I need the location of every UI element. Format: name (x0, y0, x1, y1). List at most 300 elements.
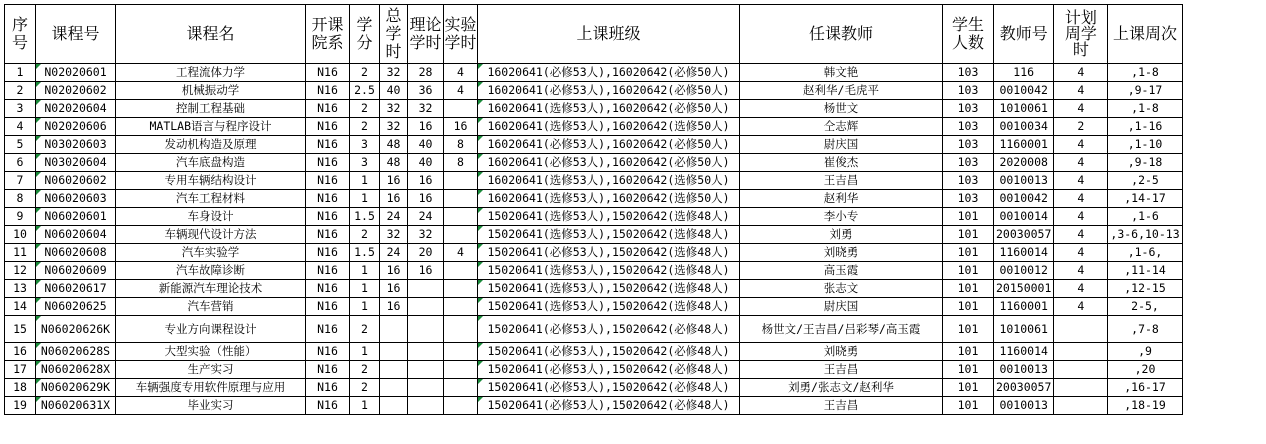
table-row (5, 118, 1183, 136)
credit-cell[interactable]: 1 (350, 397, 380, 415)
row-no-cell[interactable]: 17 (5, 361, 36, 379)
classes-cell[interactable]: 16020641(选修53人),16020642(必修50人) (478, 100, 740, 118)
teacher-cell[interactable]: 杨世文/王吉昌/吕彩琴/高玉霞 (740, 316, 943, 343)
table-row (5, 316, 1183, 343)
weekly-hours-cell[interactable]: 4 (1054, 172, 1108, 190)
classes-cell[interactable]: 15020641(必修53人),15020642(选修48人) (478, 244, 740, 262)
lab-hours-cell[interactable] (444, 280, 478, 298)
row-no-cell[interactable]: 18 (5, 379, 36, 397)
weekly-hours-cell[interactable]: 4 (1054, 82, 1108, 100)
weeks-cell[interactable]: ,1-8 (1108, 64, 1182, 82)
teacher-id-cell[interactable]: 0010042 (994, 190, 1054, 208)
teacher-id-cell[interactable]: 20030057 (994, 379, 1054, 397)
table-row (5, 226, 1183, 244)
course-name-cell[interactable]: 车辆现代设计方法 (116, 226, 306, 244)
theory-hours-cell[interactable] (408, 280, 444, 298)
students-cell[interactable]: 101 (943, 316, 994, 343)
course-code-cell[interactable]: N02020602 (36, 82, 116, 100)
theory-hours-cell[interactable] (408, 361, 444, 379)
weekly-hours-cell[interactable]: 4 (1054, 208, 1108, 226)
course-name-cell[interactable]: 专用车辆结构设计 (116, 172, 306, 190)
course-code-cell[interactable]: N06020631X (36, 397, 116, 415)
credit-cell[interactable]: 2 (350, 64, 380, 82)
lab-hours-cell[interactable]: 8 (444, 154, 478, 172)
weeks-cell[interactable]: ,11-14 (1108, 262, 1182, 280)
course-name-cell[interactable]: 车辆强度专用软件原理与应用 (116, 379, 306, 397)
classes-cell[interactable]: 15020641(必修53人),15020642(必修48人) (478, 316, 740, 343)
table-row (5, 64, 1183, 82)
classes-cell[interactable]: 15020641(必修53人),15020642(必修48人) (478, 343, 740, 361)
course-name-cell[interactable]: 汽车故障诊断 (116, 262, 306, 280)
course-code-cell[interactable]: N06020617 (36, 280, 116, 298)
weeks-cell[interactable]: ,1-16 (1108, 118, 1182, 136)
students-cell[interactable]: 101 (943, 226, 994, 244)
credit-cell[interactable]: 2 (350, 118, 380, 136)
weeks-cell[interactable]: 2-5, (1108, 298, 1182, 316)
header-weeks: 上课周次 (1108, 5, 1182, 64)
course-code-cell[interactable]: N06020601 (36, 208, 116, 226)
total-hours-cell[interactable] (380, 361, 408, 379)
weeks-cell[interactable]: ,16-17 (1108, 379, 1182, 397)
classes-cell[interactable]: 16020641(必修53人),16020642(必修50人) (478, 154, 740, 172)
teacher-cell[interactable]: 王吉昌 (740, 397, 943, 415)
classes-cell[interactable]: 15020641(必修53人),15020642(必修48人) (478, 361, 740, 379)
table-row (5, 154, 1183, 172)
row-no-cell[interactable]: 7 (5, 172, 36, 190)
teacher-cell[interactable]: 尉庆国 (740, 298, 943, 316)
weekly-hours-cell[interactable]: 4 (1054, 154, 1108, 172)
course-name-cell[interactable]: 专业方向课程设计 (116, 316, 306, 343)
weekly-hours-cell[interactable]: 4 (1054, 64, 1108, 82)
students-cell[interactable]: 101 (943, 208, 994, 226)
theory-hours-cell[interactable]: 16 (408, 118, 444, 136)
table-row (5, 208, 1183, 226)
total-hours-cell[interactable]: 48 (380, 154, 408, 172)
credit-cell[interactable]: 2 (350, 361, 380, 379)
weeks-cell[interactable]: ,1-6, (1108, 244, 1182, 262)
credit-cell[interactable]: 3 (350, 136, 380, 154)
lab-hours-cell[interactable] (444, 379, 478, 397)
lab-hours-cell[interactable] (444, 298, 478, 316)
row-no-cell[interactable]: 8 (5, 190, 36, 208)
total-hours-cell[interactable]: 16 (380, 172, 408, 190)
dept-cell[interactable]: N16 (306, 244, 350, 262)
course-code-cell[interactable]: N06020604 (36, 226, 116, 244)
course-name-cell[interactable]: 汽车底盘构造 (116, 154, 306, 172)
credit-cell[interactable]: 2 (350, 100, 380, 118)
classes-cell[interactable]: 16020641(必修53人),16020642(必修50人) (478, 82, 740, 100)
total-hours-cell[interactable]: 32 (380, 118, 408, 136)
table-row (5, 82, 1183, 100)
credit-cell[interactable]: 1 (350, 172, 380, 190)
students-cell[interactable]: 101 (943, 397, 994, 415)
teacher-id-cell[interactable]: 1160014 (994, 343, 1054, 361)
row-no-cell[interactable]: 19 (5, 397, 36, 415)
total-hours-cell[interactable]: 32 (380, 226, 408, 244)
classes-cell[interactable]: 16020641(必修53人),16020642(必修50人) (478, 136, 740, 154)
dept-cell[interactable]: N16 (306, 280, 350, 298)
weekly-hours-cell[interactable]: 4 (1054, 136, 1108, 154)
teacher-id-cell[interactable]: 1160001 (994, 298, 1054, 316)
theory-hours-cell[interactable]: 16 (408, 190, 444, 208)
course-code-cell[interactable]: N03020603 (36, 136, 116, 154)
table-row (5, 361, 1183, 379)
dept-cell[interactable]: N16 (306, 298, 350, 316)
weekly-hours-cell[interactable]: 2 (1054, 118, 1108, 136)
lab-hours-cell[interactable] (444, 397, 478, 415)
weeks-cell[interactable]: ,18-19 (1108, 397, 1182, 415)
teacher-id-cell[interactable]: 0010013 (994, 397, 1054, 415)
weeks-cell[interactable]: ,20 (1108, 361, 1182, 379)
weeks-cell[interactable]: ,9-18 (1108, 154, 1182, 172)
credit-cell[interactable]: 1 (350, 343, 380, 361)
course-name-cell[interactable]: 新能源汽车理论技术 (116, 280, 306, 298)
dept-cell[interactable]: N16 (306, 154, 350, 172)
dept-cell[interactable]: N16 (306, 136, 350, 154)
weeks-cell[interactable]: ,12-15 (1108, 280, 1182, 298)
teacher-id-cell[interactable]: 2020008 (994, 154, 1054, 172)
row-no-cell[interactable]: 4 (5, 118, 36, 136)
teacher-id-cell[interactable]: 0010042 (994, 82, 1054, 100)
students-cell[interactable]: 101 (943, 361, 994, 379)
weekly-hours-cell[interactable]: 4 (1054, 280, 1108, 298)
teacher-cell[interactable]: 王吉昌 (740, 172, 943, 190)
lab-hours-cell[interactable] (444, 190, 478, 208)
students-cell[interactable]: 103 (943, 190, 994, 208)
total-hours-cell[interactable] (380, 316, 408, 343)
teacher-id-cell[interactable]: 116 (994, 64, 1054, 82)
teacher-id-cell[interactable]: 20030057 (994, 226, 1054, 244)
students-cell[interactable]: 101 (943, 280, 994, 298)
table-row (5, 262, 1183, 280)
table-row (5, 343, 1183, 361)
total-hours-cell[interactable]: 16 (380, 262, 408, 280)
total-hours-cell[interactable]: 24 (380, 208, 408, 226)
teacher-id-cell[interactable]: 0010013 (994, 361, 1054, 379)
table-row (5, 136, 1183, 154)
course-name-cell[interactable]: 机械振动学 (116, 82, 306, 100)
course-code-cell[interactable]: N02020604 (36, 100, 116, 118)
theory-hours-cell[interactable]: 28 (408, 64, 444, 82)
row-no-cell[interactable]: 6 (5, 154, 36, 172)
dept-cell[interactable]: N16 (306, 397, 350, 415)
weeks-cell[interactable]: ,9 (1108, 343, 1182, 361)
lab-hours-cell[interactable]: 4 (444, 82, 478, 100)
row-no-cell[interactable]: 5 (5, 136, 36, 154)
weeks-cell[interactable]: ,1-6 (1108, 208, 1182, 226)
dept-cell[interactable]: N16 (306, 379, 350, 397)
weekly-hours-cell[interactable]: 4 (1054, 262, 1108, 280)
teacher-id-cell[interactable]: 1160001 (994, 136, 1054, 154)
teacher-cell[interactable]: 刘勇/张志文/赵利华 (740, 379, 943, 397)
course-code-cell[interactable]: N03020604 (36, 154, 116, 172)
total-hours-cell[interactable]: 32 (380, 64, 408, 82)
theory-hours-cell[interactable]: 16 (408, 262, 444, 280)
credit-cell[interactable]: 2 (350, 226, 380, 244)
row-no-cell[interactable]: 1 (5, 64, 36, 82)
dept-cell[interactable]: N16 (306, 361, 350, 379)
course-code-cell[interactable]: N06020629K (36, 379, 116, 397)
lab-hours-cell[interactable] (444, 361, 478, 379)
classes-cell[interactable]: 15020641(选修53人),15020642(选修48人) (478, 226, 740, 244)
lab-hours-cell[interactable] (444, 343, 478, 361)
course-name-cell[interactable]: 汽车营销 (116, 298, 306, 316)
weeks-cell[interactable]: ,1-10 (1108, 136, 1182, 154)
weeks-cell[interactable]: ,9-17 (1108, 82, 1182, 100)
table-row (5, 379, 1183, 397)
course-name-cell[interactable]: 控制工程基础 (116, 100, 306, 118)
weekly-hours-cell[interactable]: 4 (1054, 244, 1108, 262)
students-cell[interactable]: 103 (943, 172, 994, 190)
course-name-cell[interactable]: 汽车工程材料 (116, 190, 306, 208)
course-code-cell[interactable]: N06020602 (36, 172, 116, 190)
total-hours-cell[interactable] (380, 397, 408, 415)
course-code-cell[interactable]: N06020625 (36, 298, 116, 316)
theory-hours-cell[interactable] (408, 316, 444, 343)
classes-cell[interactable]: 16020641(选修53人),16020642(选修50人) (478, 172, 740, 190)
row-no-cell[interactable]: 11 (5, 244, 36, 262)
credit-cell[interactable]: 2 (350, 379, 380, 397)
teacher-id-cell[interactable]: 0010034 (994, 118, 1054, 136)
course-name-cell[interactable]: 汽车实验学 (116, 244, 306, 262)
students-cell[interactable]: 103 (943, 118, 994, 136)
weekly-hours-cell[interactable] (1054, 397, 1108, 415)
header-teacher-id: 教师号 (994, 5, 1054, 64)
credit-cell[interactable]: 1 (350, 298, 380, 316)
dept-cell[interactable]: N16 (306, 226, 350, 244)
teacher-cell[interactable]: 赵利华 (740, 190, 943, 208)
teacher-cell[interactable]: 高玉霞 (740, 262, 943, 280)
teacher-id-cell[interactable]: 1160014 (994, 244, 1054, 262)
teacher-id-cell[interactable]: 1010061 (994, 100, 1054, 118)
dept-cell[interactable]: N16 (306, 100, 350, 118)
course-schedule-table (4, 4, 1183, 415)
weekly-hours-cell[interactable]: 4 (1054, 190, 1108, 208)
students-cell[interactable]: 101 (943, 298, 994, 316)
credit-cell[interactable]: 1 (350, 280, 380, 298)
total-hours-cell[interactable]: 48 (380, 136, 408, 154)
dept-cell[interactable]: N16 (306, 82, 350, 100)
table-row (5, 244, 1183, 262)
course-code-cell[interactable]: N06020603 (36, 190, 116, 208)
course-code-cell[interactable]: N02020601 (36, 64, 116, 82)
table-row (5, 280, 1183, 298)
credit-cell[interactable]: 1.5 (350, 244, 380, 262)
table-row (5, 397, 1183, 415)
header-dept: 开课院系 (306, 5, 350, 64)
total-hours-cell[interactable]: 16 (380, 190, 408, 208)
dept-cell[interactable]: N16 (306, 316, 350, 343)
classes-cell[interactable]: 15020641(选修53人),15020642(选修48人) (478, 298, 740, 316)
teacher-cell[interactable]: 尉庆国 (740, 136, 943, 154)
header-row (5, 5, 1183, 64)
header-students: 学生人数 (943, 5, 994, 64)
course-code-cell[interactable]: N06020628S (36, 343, 116, 361)
credit-cell[interactable]: 1 (350, 262, 380, 280)
theory-hours-cell[interactable]: 32 (408, 100, 444, 118)
row-no-cell[interactable]: 10 (5, 226, 36, 244)
row-no-cell[interactable]: 15 (5, 316, 36, 343)
header-weekly-hours: 计划周学时 (1054, 5, 1108, 64)
students-cell[interactable]: 103 (943, 82, 994, 100)
course-code-cell[interactable]: N06020628X (36, 361, 116, 379)
theory-hours-cell[interactable]: 40 (408, 136, 444, 154)
classes-cell[interactable]: 15020641(必修53人),15020642(必修48人) (478, 397, 740, 415)
dept-cell[interactable]: N16 (306, 172, 350, 190)
weeks-cell[interactable]: ,14-17 (1108, 190, 1182, 208)
theory-hours-cell[interactable]: 20 (408, 244, 444, 262)
theory-hours-cell[interactable]: 16 (408, 172, 444, 190)
students-cell[interactable]: 101 (943, 262, 994, 280)
total-hours-cell[interactable]: 16 (380, 298, 408, 316)
lab-hours-cell[interactable] (444, 226, 478, 244)
lab-hours-cell[interactable] (444, 262, 478, 280)
classes-cell[interactable]: 16020641(必修53人),16020642(必修50人) (478, 64, 740, 82)
teacher-id-cell[interactable]: 1010061 (994, 316, 1054, 343)
credit-cell[interactable]: 1.5 (350, 208, 380, 226)
lab-hours-cell[interactable]: 8 (444, 136, 478, 154)
header-code: 课程号 (36, 5, 116, 64)
students-cell[interactable]: 103 (943, 154, 994, 172)
lab-hours-cell[interactable] (444, 208, 478, 226)
row-no-cell[interactable]: 2 (5, 82, 36, 100)
classes-cell[interactable]: 16020641(选修53人),16020642(选修50人) (478, 190, 740, 208)
header-no: 序号 (5, 5, 36, 64)
students-cell[interactable]: 101 (943, 343, 994, 361)
dept-cell[interactable]: N16 (306, 262, 350, 280)
teacher-cell[interactable]: 刘勇 (740, 226, 943, 244)
teacher-cell[interactable]: 韩文艳 (740, 64, 943, 82)
course-name-cell[interactable]: MATLAB语言与程序设计 (116, 118, 306, 136)
row-no-cell[interactable]: 3 (5, 100, 36, 118)
teacher-cell[interactable]: 王吉昌 (740, 361, 943, 379)
credit-cell[interactable]: 3 (350, 154, 380, 172)
classes-cell[interactable]: 16020641(选修53人),16020642(选修50人) (478, 118, 740, 136)
table-row (5, 172, 1183, 190)
teacher-id-cell[interactable]: 0010013 (994, 172, 1054, 190)
theory-hours-cell[interactable] (408, 343, 444, 361)
theory-hours-cell[interactable]: 40 (408, 154, 444, 172)
table-row (5, 190, 1183, 208)
lab-hours-cell[interactable]: 4 (444, 244, 478, 262)
theory-hours-cell[interactable]: 32 (408, 226, 444, 244)
teacher-cell[interactable]: 崔俊杰 (740, 154, 943, 172)
total-hours-cell[interactable]: 16 (380, 280, 408, 298)
teacher-cell[interactable]: 张志文 (740, 280, 943, 298)
weekly-hours-cell[interactable] (1054, 379, 1108, 397)
weeks-cell[interactable]: ,3-6,10-13 (1108, 226, 1182, 244)
students-cell[interactable]: 103 (943, 136, 994, 154)
header-classes: 上课班级 (478, 5, 740, 64)
weekly-hours-cell[interactable] (1054, 343, 1108, 361)
teacher-cell[interactable]: 杨世文 (740, 100, 943, 118)
teacher-id-cell[interactable]: 20150001 (994, 280, 1054, 298)
classes-cell[interactable]: 15020641(选修53人),15020642(选修48人) (478, 208, 740, 226)
total-hours-cell[interactable]: 40 (380, 82, 408, 100)
lab-hours-cell[interactable]: 4 (444, 64, 478, 82)
header-credit: 学分 (350, 5, 380, 64)
course-code-cell[interactable]: N06020626K (36, 316, 116, 343)
total-hours-cell[interactable] (380, 379, 408, 397)
students-cell[interactable]: 103 (943, 100, 994, 118)
teacher-cell[interactable]: 刘晓勇 (740, 244, 943, 262)
course-code-cell[interactable]: N06020609 (36, 262, 116, 280)
weeks-cell[interactable]: ,1-8 (1108, 100, 1182, 118)
row-no-cell[interactable]: 14 (5, 298, 36, 316)
weeks-cell[interactable]: ,7-8 (1108, 316, 1182, 343)
dept-cell[interactable]: N16 (306, 190, 350, 208)
total-hours-cell[interactable] (380, 343, 408, 361)
course-name-cell[interactable]: 大型实验（性能） (116, 343, 306, 361)
teacher-id-cell[interactable]: 0010012 (994, 262, 1054, 280)
theory-hours-cell[interactable]: 24 (408, 208, 444, 226)
lab-hours-cell[interactable] (444, 100, 478, 118)
teacher-id-cell[interactable]: 0010014 (994, 208, 1054, 226)
weekly-hours-cell[interactable]: 4 (1054, 226, 1108, 244)
weekly-hours-cell[interactable] (1054, 361, 1108, 379)
theory-hours-cell[interactable] (408, 379, 444, 397)
row-no-cell[interactable]: 13 (5, 280, 36, 298)
total-hours-cell[interactable]: 24 (380, 244, 408, 262)
students-cell[interactable]: 101 (943, 244, 994, 262)
dept-cell[interactable]: N16 (306, 64, 350, 82)
course-name-cell[interactable]: 生产实习 (116, 361, 306, 379)
students-cell[interactable]: 103 (943, 64, 994, 82)
lab-hours-cell[interactable]: 16 (444, 118, 478, 136)
credit-cell[interactable]: 2.5 (350, 82, 380, 100)
lab-hours-cell[interactable] (444, 172, 478, 190)
course-name-cell[interactable]: 毕业实习 (116, 397, 306, 415)
table-row (5, 100, 1183, 118)
course-code-cell[interactable]: N02020606 (36, 118, 116, 136)
theory-hours-cell[interactable] (408, 298, 444, 316)
course-code-cell[interactable]: N06020608 (36, 244, 116, 262)
classes-cell[interactable]: 15020641(必修53人),15020642(必修48人) (478, 379, 740, 397)
lab-hours-cell[interactable] (444, 316, 478, 343)
row-no-cell[interactable]: 12 (5, 262, 36, 280)
header-name: 课程名 (116, 5, 306, 64)
table-row (5, 298, 1183, 316)
teacher-cell[interactable]: 刘晓勇 (740, 343, 943, 361)
dept-cell[interactable]: N16 (306, 208, 350, 226)
total-hours-cell[interactable]: 32 (380, 100, 408, 118)
row-no-cell[interactable]: 9 (5, 208, 36, 226)
header-total-hours: 总学时 (380, 5, 408, 64)
header-teacher: 任课教师 (740, 5, 943, 64)
header-theory-hours: 理论学时 (408, 5, 444, 64)
credit-cell[interactable]: 1 (350, 190, 380, 208)
classes-cell[interactable]: 15020641(选修53人),15020642(选修48人) (478, 262, 740, 280)
weekly-hours-cell[interactable]: 4 (1054, 298, 1108, 316)
weekly-hours-cell[interactable]: 4 (1054, 100, 1108, 118)
course-name-cell[interactable]: 车身设计 (116, 208, 306, 226)
credit-cell[interactable]: 2 (350, 316, 380, 343)
teacher-cell[interactable]: 李小专 (740, 208, 943, 226)
students-cell[interactable]: 101 (943, 379, 994, 397)
weeks-cell[interactable]: ,2-5 (1108, 172, 1182, 190)
teacher-cell[interactable]: 仝志辉 (740, 118, 943, 136)
theory-hours-cell[interactable] (408, 397, 444, 415)
course-name-cell[interactable]: 发动机构造及原理 (116, 136, 306, 154)
teacher-cell[interactable]: 赵利华/毛虎平 (740, 82, 943, 100)
theory-hours-cell[interactable]: 36 (408, 82, 444, 100)
dept-cell[interactable]: N16 (306, 118, 350, 136)
dept-cell[interactable]: N16 (306, 343, 350, 361)
classes-cell[interactable]: 15020641(选修53人),15020642(选修48人) (478, 280, 740, 298)
course-name-cell[interactable]: 工程流体力学 (116, 64, 306, 82)
row-no-cell[interactable]: 16 (5, 343, 36, 361)
weekly-hours-cell[interactable] (1054, 316, 1108, 343)
